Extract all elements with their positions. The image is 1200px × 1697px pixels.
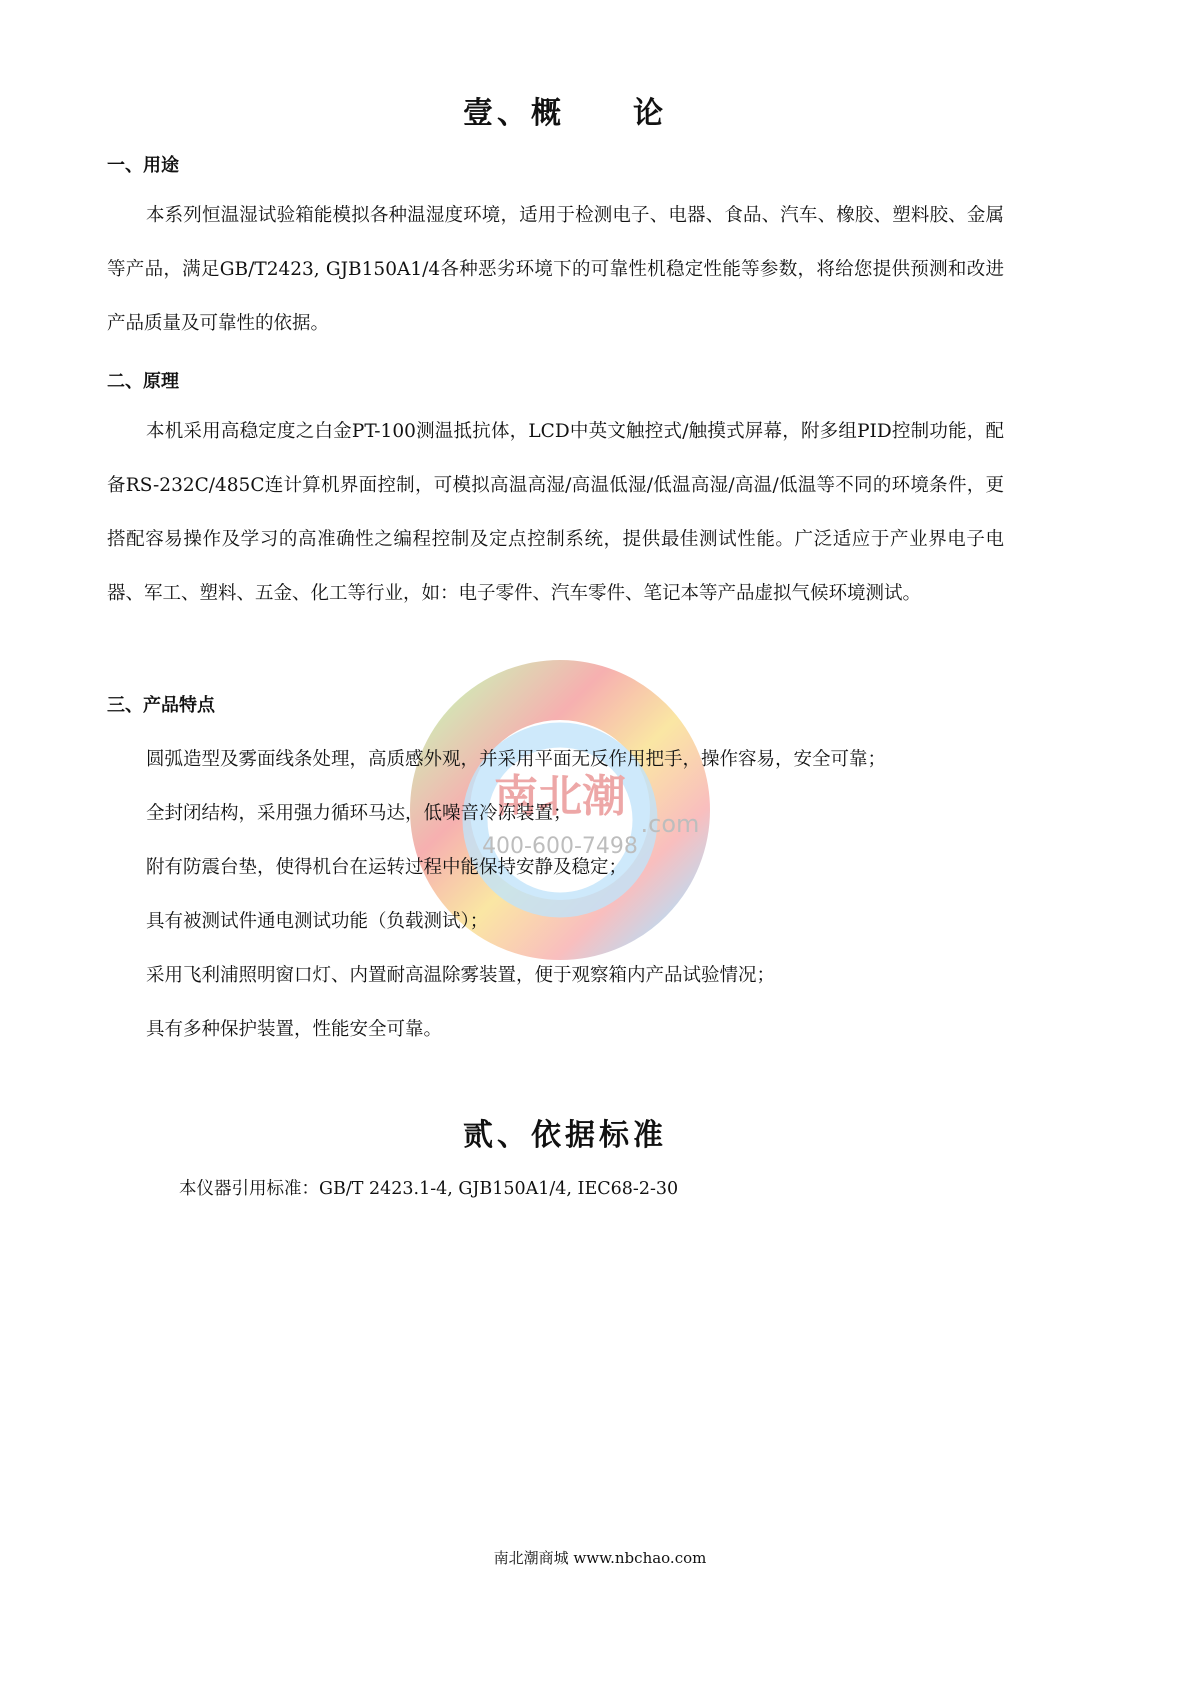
paragraph-usage: 本系列恒温湿试验箱能模拟各种温湿度环境，适用于检测电子、电器、食品、汽车、橡胶、塑料胶、金属等产品，满足GB/T2423, GJB150A1/4各种恶劣环境下的可靠性机稳定性能等参数，将给您提供预测和改进产品质量及可靠性的依据。 xyxy=(107,205,1004,334)
standards-text: 本仪器引用标准：GB/T 2423.1-4, GJB150A1/4, IEC68-2-30 xyxy=(179,1179,679,1199)
watermark-brand: 南北潮 xyxy=(494,771,626,822)
section-title-overview: 壹、概 论 xyxy=(463,96,667,131)
heading-features: 三、产品特点 xyxy=(107,695,215,716)
watermark-phone: 400-600-7498 xyxy=(482,834,638,859)
section-title-standards: 贰、依据标准 xyxy=(463,1118,667,1153)
feature-item: 具有被测试件通电测试功能（负载测试）； xyxy=(146,911,489,932)
feature-item: 附有防震台垫，使得机台在运转过程中能保持安静及稳定； xyxy=(146,857,628,878)
paragraph-principle: 本机采用高稳定度之白金PT-100测温抵抗体，LCD中英文触控式/触摸式屏幕，附多组PID控制功能，配备RS-232C/485C连计算机界面控制，可模拟高温高湿/高温低湿/低温高湿/高温/低温等不同的环境条件，更搭配容易操作及学习的高准确性之编程控制及定点控制系统，提供最佳测试性能。广泛适应于产业界电子电器、军工、塑料、五金、化工等行业，如：电子零件、汽车零件、笔记本等产品虚拟气候环境测试。 xyxy=(107,421,1004,604)
heading-principle: 二、原理 xyxy=(107,371,179,392)
page-footer: 南北潮商城 www.nbchao.com xyxy=(493,1549,707,1567)
feature-item: 采用飞利浦照明窗口灯、内置耐高温除雾装置，便于观察箱内产品试验情况； xyxy=(146,965,776,986)
heading-usage: 一、用途 xyxy=(107,155,179,176)
watermark-domain: .com xyxy=(640,810,700,838)
feature-item: 圆弧造型及雾面线条处理，高质感外观，并采用平面无反作用把手，操作容易，安全可靠； xyxy=(146,749,887,770)
feature-item: 全封闭结构，采用强力循环马达，低噪音冷冻装置； xyxy=(146,803,572,824)
feature-item: 具有多种保护装置，性能安全可靠。 xyxy=(146,1019,443,1040)
